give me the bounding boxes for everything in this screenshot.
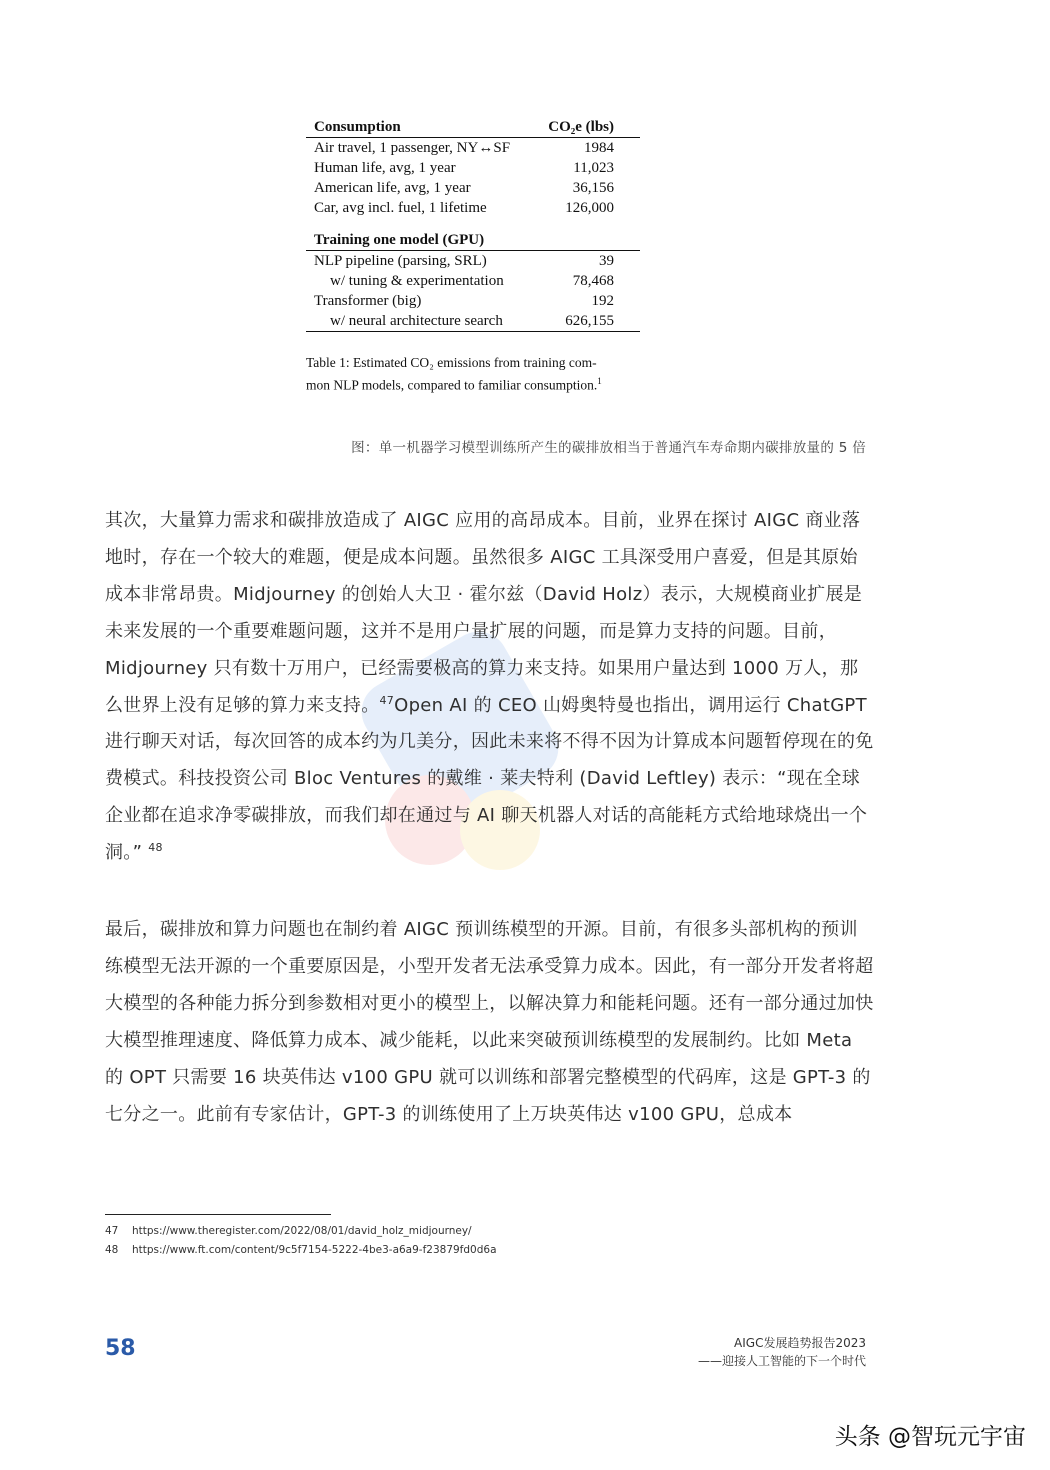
footnotes (105, 1222, 497, 1260)
table-row: w/ neural architecture search 626,155 (306, 311, 640, 332)
footnote-link[interactable]: https://www.theregister.com/2022/08/01/david_holz_midjourney/ (132, 1225, 472, 1237)
footnote-link[interactable]: https://www.ft.com/content/9c5f7154-5222-4be3-a6a9-f23879fd0d6a (132, 1244, 497, 1256)
body-paragraph-2: 最后，碳排放和算力问题也在制约着 AIGC 预训练模型的开源。目前，有很多头部机构的预训练模型无法开源的一个重要原因是，小型开发者无法承受算力成本。因此，有一部分开发者将超大模型的各种能力拆分到参数相对更小的模型上，以解决算力和能耗问题。还有一部分通过加快大模型推理速度、降低算力成本、减少能耗，以此来突破预训练模型的发展制约。比如 Meta 的 OPT 只需要 16 块英伟达 v100 GPU 就可以训练和部署完整模型的代码库，这是 GPT-3 的七分之一。此前有专家估计，GPT-3 的训练使用了上万块英伟达 v100 GPU，总成本 (105, 919, 874, 1125)
table-section-header-row (306, 218, 640, 251)
report-title-block (698, 1334, 866, 1370)
table-caption: Table 1: Estimated CO₂ emissions from training com- mon NLP models, compared to familiar consumption.$^1$ (306, 355, 602, 393)
footnote-divider (105, 1214, 331, 1215)
emissions-table (306, 114, 640, 332)
page-number: 58 (105, 1336, 136, 1361)
table-row: Human life, avg, 1 year 11,023 (314, 160, 614, 176)
source-watermark-text: 头条 @智玩元宇宙 (834, 1424, 1026, 1450)
table-row: NLP pipeline (parsing, SRL) 39 (314, 253, 614, 269)
table-header-consumption: Consumption (306, 114, 536, 138)
report-subtitle: ——迎接人工智能的下一个时代 (697, 1354, 866, 1368)
table-header-co2: CO₂e (lbs) (536, 114, 640, 138)
table-row: Car, avg incl. fuel, 1 lifetime 126,000 (314, 200, 614, 216)
table-row: w/ tuning & experimentation 78,468 (330, 273, 614, 289)
footnote-ref[interactable]: 47 (379, 693, 395, 707)
table-row: American life, avg, 1 year 36,156 (314, 180, 614, 196)
body-paragraph-1: 其次，大量算力需求和碳排放造成了 AIGC 应用的高昂成本。目前，业界在探讨 AIGC 商业落地时，存在一个较大的难题，便是成本问题。虽然很多 AIGC 工具深受用户喜爱，但是其原始成本非常昂贵。Midjourney 的创始人大卫 · 霍尔兹（David Holz）表示，大规模商业扩展是未来发展的一个重要难题问题，这并不是用户量扩展的问题，而是算力支持的问题。目前，Midjourney 只有数十万用户，已经需要极高的算力来支持。如果用户量达到 1000 万人，那么世界上没有足够的算力来支持。$^{47}$Open AI 的 CEO 山姆奥特曼也指出，调用运行 ChatGPT 进行聊天对话，每次回答的成本约为几美分，因此未来将不得不因为计算成本问题暂停现在的免费模式。科技投资公司 Bloc Ventures 的戴维 · 莱夫特利 (David Leftley) 表示：“现在全球企业都在追求净零碳排放，而我们却在通过与 AI 聊天机器人对话的高能耗方式给地球烧出一个洞。” $^{48}$ (105, 510, 874, 864)
footnote-ref[interactable]: 48 (148, 841, 163, 855)
table-header-row (306, 114, 640, 138)
report-title: AIGC发展趋势报告2023 (734, 1336, 866, 1350)
figure-caption: 图：单一机器学习模型训练所产生的碳排放相当于普通汽车寿命期内碳排放量的 5 倍 (351, 440, 866, 456)
footnote-item: 48 https://www.ft.com/content/9c5f7154-5222-4be3-a6a9-f23879fd0d6a (105, 1244, 497, 1256)
table-row: Transformer (big) 192 (314, 293, 614, 309)
table-section-header: Training one model (GPU) (306, 218, 640, 251)
footnote-item: 47 https://www.theregister.com/2022/08/01/david_holz_midjourney/ (105, 1225, 472, 1237)
emissions-table-figure (306, 114, 640, 395)
table-row: Air travel, 1 passenger, NY↔SF 1984 (314, 140, 614, 156)
